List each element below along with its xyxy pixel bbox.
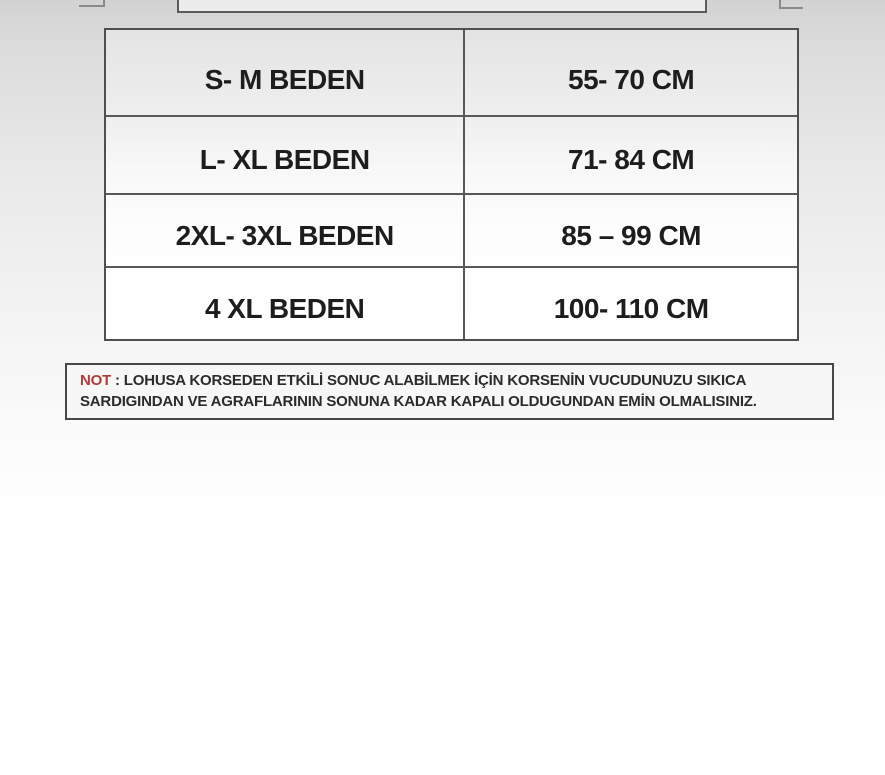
size-label-cell: 2XL- 3XL BEDEN: [106, 195, 465, 266]
measurement-cell: 85 – 99 CM: [561, 219, 702, 251]
size-label-cell: 4 XL BEDEN: [106, 268, 465, 339]
measurement-cell: 100- 110 CM: [553, 292, 709, 324]
table-row: [106, 117, 797, 195]
measurement-cell: 55- 70 CM: [568, 63, 695, 95]
cropped-frame-center-box: [177, 0, 707, 13]
size-label-cell: L- XL BEDEN: [106, 117, 465, 193]
table-row: [106, 30, 797, 117]
size-chart-table: [104, 28, 799, 341]
size-label-cell: S- M BEDEN: [106, 30, 465, 115]
note-line2: SARDIGINDAN VE AGRAFLARININ SONUNA KADAR KAPALI OLDUGUNDAN EMİN OLMALISINIZ.: [80, 393, 757, 410]
note-label: NOT: [80, 372, 112, 389]
measurement-cell: 71- 84 CM: [568, 144, 695, 175]
table-row: [106, 195, 797, 268]
cropped-frame-left-corner: [79, 0, 105, 7]
note-line1: : LOHUSA KORSEDEN ETKİLİ SONUC ALABİLMEK İÇİN KORSENİN VUCUDUNUZU SIKICA: [111, 372, 747, 389]
note-box: [65, 363, 834, 420]
table-row: [106, 268, 797, 339]
cropped-frame-right-corner: [779, 0, 803, 9]
